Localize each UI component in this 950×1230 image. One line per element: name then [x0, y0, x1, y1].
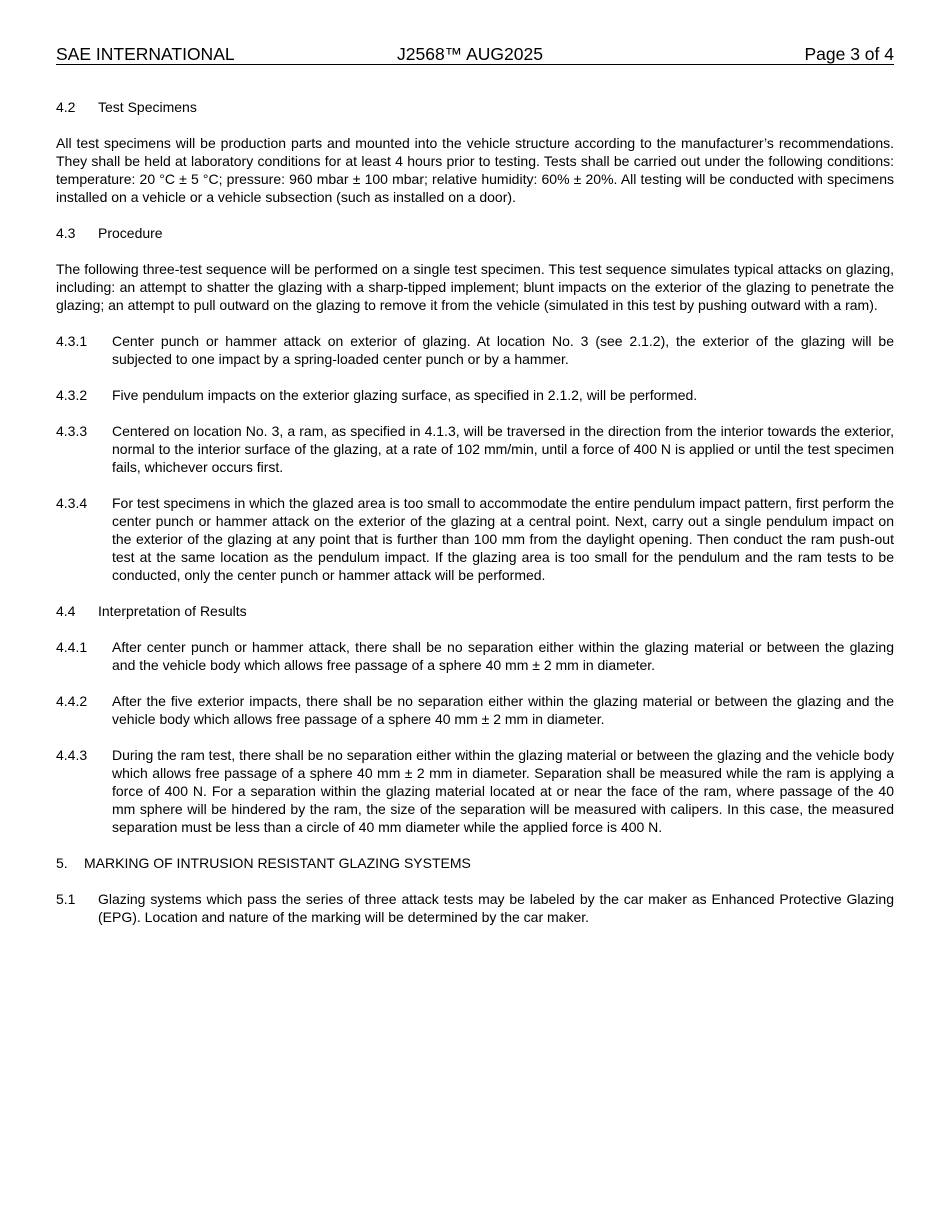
clause-number: 4.4.1 [56, 639, 88, 655]
section-paragraph-4-3: The following three-test sequence will be performed on a single test specimen. This test sequence simulates typical attacks on glazing, including: an attempt to shatter the glazing with a sharp-tipped implement; blunt impacts on the exterior of the glazing to penetrate the glazing; an attempt to pull outward on the glazing to remove it from the vehicle (simulated in this test by pushing outward with a ram). [56, 261, 894, 313]
document-page [56, 44, 894, 925]
clause-number: 4.4.2 [56, 693, 88, 709]
clause-4-3-4 [56, 494, 894, 584]
clause-4-3-3 [56, 422, 894, 476]
section-heading-5 [56, 854, 894, 872]
section-heading-4-3 [56, 224, 894, 242]
clause-text: For test specimens in which the glazed area is too small to accommodate the entire pendulum impact pattern, first perform the center punch or hammer attack on the exterior of the glazing at a central point. Next, carry out a single pendulum impact on the exterior of the glazing at any point that is further than 100 mm from the daylight opening. Then conduct the ram push-out test at the same location as the pendulum impact. If the glazing area is too small for the pendulum and the ram tests to be conducted, only the center punch or hammer attack will be performed. [112, 495, 894, 583]
clause-4-3-2 [56, 386, 894, 404]
header-org: SAE INTERNATIONAL [56, 44, 235, 64]
header-page-number: Page 3 of 4 [804, 44, 894, 64]
clause-text: During the ram test, there shall be no separation either within the glazing material or between the glazing and the vehicle body which allows free passage of a sphere 40 mm ± 2 mm in diameter. Separation shall be measured while the ram is applying a force of 400 N. For a separation within the glazing material located at or near the face of the ram, where passage of the 40 mm sphere will be hindered by the ram, the size of the separation will be measured with calipers. In this case, the measured separation must be less than a circle of 40 mm diameter while the applied force is 400 N. [112, 747, 894, 835]
section-heading-4-2 [56, 98, 894, 116]
section-heading-4-4 [56, 602, 894, 620]
clause-number: 5.1 [56, 891, 76, 907]
clause-number: 4.3.2 [56, 387, 88, 403]
clause-4-4-1 [56, 638, 894, 674]
clause-5-1 [56, 890, 894, 926]
section-paragraph-4-2: All test specimens will be production parts and mounted into the vehicle structure according to the manufacturer’s recommendations. They shall be held at laboratory conditions for at least 4 hours prior to testing. Tests shall be carried out under the following conditions: temperature: 20 °C ± 5 °C; pressure: 960 mbar ± 100 mbar; relative humidity: 60% ± 20%. All testing will be conducted with specimens installed on a vehicle or a vehicle subsection (such as installed on a door). [56, 135, 894, 205]
section-number: 4.3 [56, 225, 76, 241]
clause-text: After the five exterior impacts, there shall be no separation either within the glazing material or between the glazing and the vehicle body which allows free passage of a sphere 40 mm ± 2 mm in diameter. [112, 693, 894, 727]
section-number: 4.2 [56, 99, 76, 115]
section-title: Interpretation of Results [98, 603, 247, 619]
section-number: 4.4 [56, 603, 76, 619]
section-title: MARKING OF INTRUSION RESISTANT GLAZING SYSTEMS [84, 855, 471, 871]
clause-number: 4.4.3 [56, 747, 88, 763]
clause-text: After center punch or hammer attack, there shall be no separation either within the glazing material or between the glazing and the vehicle body which allows free passage of a sphere 40 mm ± 2 mm in diameter. [112, 639, 894, 673]
header-doc-id: J2568™ AUG2025 [397, 44, 543, 64]
clause-4-4-2 [56, 692, 894, 728]
section-number: 5. [56, 855, 68, 871]
clause-text: Glazing systems which pass the series of three attack tests may be labeled by the car maker as Enhanced Protective Glazing (EPG). Location and nature of the marking will be determined by the car maker. [98, 891, 894, 925]
document-body [56, 98, 894, 944]
clause-text: Center punch or hammer attack on exterior of glazing. At location No. 3 (see 2.1.2), the exterior of the glazing will be subjected to one impact by a spring-loaded center punch or by a hammer. [112, 333, 894, 367]
clause-text: Five pendulum impacts on the exterior glazing surface, as specified in 2.1.2, will be performed. [112, 387, 698, 403]
section-title: Procedure [98, 225, 163, 241]
clause-number: 4.3.4 [56, 495, 88, 511]
clause-number: 4.3.3 [56, 423, 88, 439]
clause-number: 4.3.1 [56, 333, 88, 349]
section-title: Test Specimens [98, 99, 197, 115]
clause-text: Centered on location No. 3, a ram, as specified in 4.1.3, will be traversed in the direction from the interior towards the exterior, normal to the interior surface of the glazing, at a rate of 102 mm/min, until a force of 400 N is applied or until the test specimen fails, whichever occurs first. [112, 423, 894, 475]
page-header [56, 44, 894, 65]
clause-4-3-1 [56, 332, 894, 368]
clause-4-4-3 [56, 746, 894, 836]
